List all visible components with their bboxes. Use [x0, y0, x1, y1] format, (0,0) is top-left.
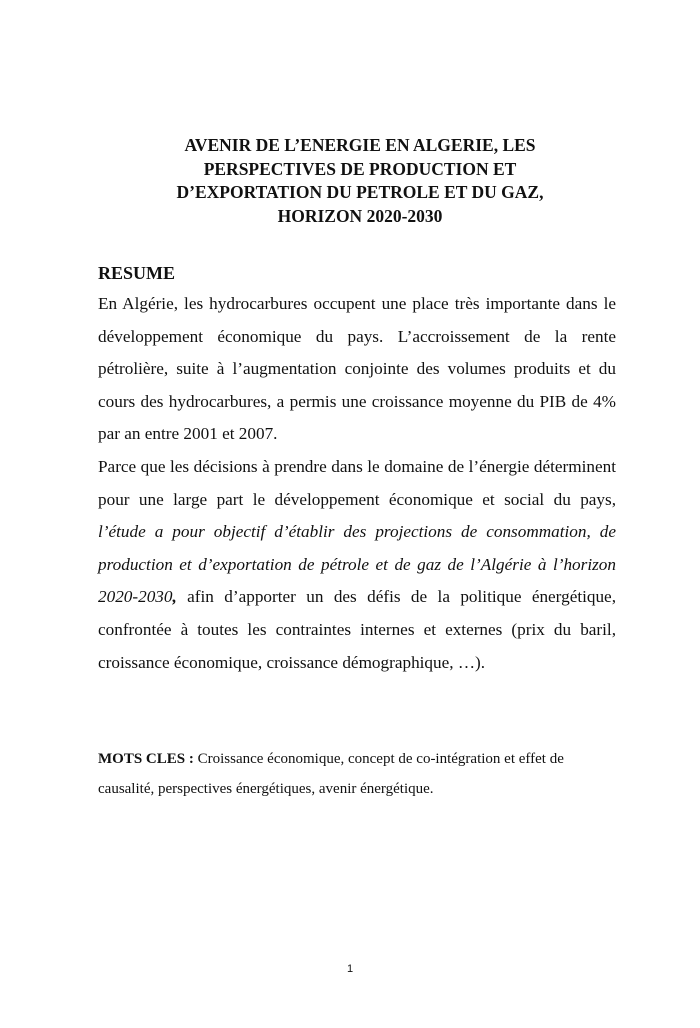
paragraph-2-start: Parce que les décisions à prendre dans le domaine de l’énergie déterminent pour une large part le développement économique et social du pays, [98, 456, 616, 509]
resume-paragraph-1: En Algérie, les hydrocarbures occupent une place très importante dans le développement économique du pays. L’accroissement de la rente pétrolière, suite à l’augmentation conjointe des volumes produits et du cours des hydrocarbures, a permis une croissance moyenne du PIB de 4% par an entre 2001 et 2007. [98, 294, 616, 444]
keywords-text: Croissance économique, concept de co-intégration et effet de causalité, perspectives énergétiques, avenir énergétique. [98, 751, 564, 797]
document-title [100, 134, 620, 228]
paragraph-2-italic: l’étude a pour objectif d’établir des projections de consommation, de production et d’exportation de pétrole et de gaz de l’Algérie à l’horizon 2020-2030 [98, 522, 616, 607]
keywords-section [98, 744, 618, 804]
title-line-4: HORIZON 2020-2030 [277, 205, 443, 226]
page-number: 1 [346, 963, 354, 975]
title-line-2: PERSPECTIVES DE PRODUCTION ET [203, 158, 517, 179]
title-line-3: D’EXPORTATION DU PETROLE ET DU GAZ, [176, 182, 544, 202]
title-line-1: AVENIR DE L’ENERGIE EN ALGERIE, LES [184, 135, 536, 155]
keywords-label: MOTS CLES : [98, 751, 194, 767]
resume-body [98, 288, 616, 679]
resume-paragraph-2 [98, 451, 616, 679]
resume-heading: RESUME [98, 263, 176, 283]
paragraph-2-end: afin d’apporter un des défis de la politique énergétique, confrontée à toutes les contraintes internes et externes (prix du baril, croissance économique, croissance démographique, …). [98, 587, 616, 672]
paragraph-2-bold-comma: , [172, 587, 177, 607]
